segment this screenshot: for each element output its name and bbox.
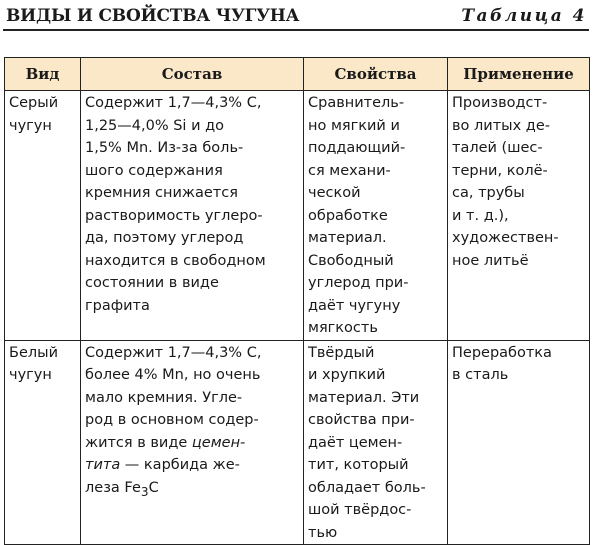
text-line: ся механи- [308,162,391,179]
column-header-properties: Свойства [304,58,448,91]
cell-type [5,340,81,545]
text-line: Твёрдый [308,344,375,361]
text-line: растворимость углеро- [85,207,263,224]
text-line: терни, колё- [452,162,548,179]
cast-iron-table [4,57,590,545]
cell-composition [81,91,304,341]
text-line: Производст- [452,95,548,111]
text-line: материал. [308,230,387,246]
header-divider [3,29,589,31]
text-line: состоянии в виде [85,275,219,291]
text-line: углерод при- [308,275,409,291]
text-line: Свободный [308,252,394,269]
text-line: шой твёрдос- [308,502,412,518]
text-line: Белый [9,344,59,361]
text-line: Серый [9,95,59,111]
text-line: чугун [9,367,52,383]
text-line [85,454,299,477]
text-line: и хрупкий [308,367,386,383]
text-line: 1,25—4,0% Si и до [85,117,225,134]
cell-properties [304,340,448,545]
text-line: свойства при- [308,412,415,428]
table-title: ВИДЫ И СВОЙСТВА ЧУГУНА [6,6,300,26]
text-fragment: жится в виде [85,434,192,451]
cell-composition [81,340,304,545]
text-line: во литых де- [452,117,550,134]
table-number: Таблица 4 [461,6,587,26]
text-line: да, поэтому углерод [85,230,244,246]
text-line: шого содержания [85,162,223,179]
text-line: ческой [308,185,361,201]
text-line: талей (шес- [452,140,543,156]
column-header-application: Применение [448,58,590,91]
text-line: чугун [9,117,52,134]
text-line: кремния снижается [85,185,238,201]
cell-application [448,340,590,545]
text-line: ное литьё [452,252,529,269]
text-line: находится в свободном [85,252,266,269]
text-line: Переработка [452,344,552,361]
cell-properties [304,91,448,341]
text-line: мягкость [308,320,378,336]
italic-term: тита [85,457,121,473]
text-line: графита [85,297,150,314]
text-line: но мягкий и [308,117,400,134]
column-header-composition: Состав [81,58,304,91]
table-header [6,6,587,28]
cell-type [5,91,81,341]
italic-term: цемен- [191,434,246,451]
text-line: материал. Эти [308,389,420,406]
text-line: тью [308,524,338,541]
text-line: са, трубы [452,185,525,201]
text-line: художествен- [452,230,559,246]
text-line: род в основном содер- [85,412,259,428]
text-line: даёт чугуну [308,297,401,314]
text-fragment: — карбида же- [120,457,240,473]
subscript: 3 [140,484,149,499]
text-fragment: C [148,479,159,496]
text-line: 1,5% Mn. Из-за боль- [85,140,244,156]
text-line: в сталь [452,367,509,383]
text-line: и т. д.), [452,207,509,224]
table-row-white-iron [5,340,590,545]
text-line: обладает боль- [308,479,426,496]
text-line: Содержит 1,7—4,3% С, [85,344,262,361]
column-header-type: Вид [5,58,81,91]
column-header-row [5,58,590,91]
text-line: более 4% Mn, но очень [85,367,261,383]
text-line: обработке [308,207,388,224]
text-line: мало кремния. Угле- [85,389,243,406]
text-line [85,432,299,455]
text-line: Сравнитель- [308,95,405,111]
text-line [85,477,299,503]
text-line: тит, который [308,457,409,473]
table-row-gray-iron [5,91,590,341]
text-fragment: леза Fe [85,479,141,496]
text-line: Содержит 1,7—4,3% С, [85,95,262,111]
text-line: даёт цемен- [308,434,403,451]
cell-application [448,91,590,341]
text-line: поддающий- [308,140,406,156]
